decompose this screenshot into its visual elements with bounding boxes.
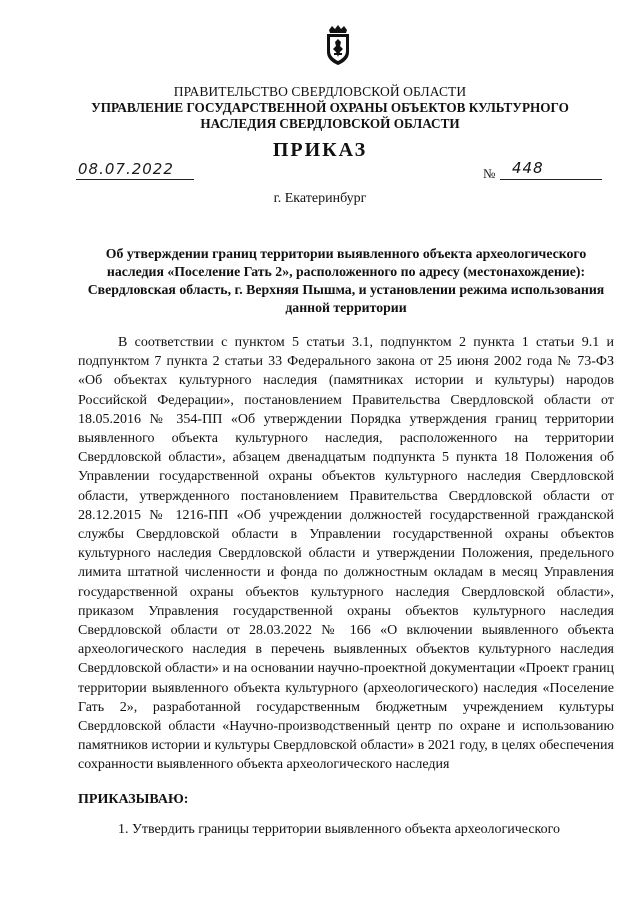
number-field — [500, 159, 602, 180]
coat-of-arms-icon — [323, 24, 353, 66]
department-name: УПРАВЛЕНИЕ ГОСУДАРСТВЕННОЙ ОХРАНЫ ОБЪЕКТОВ КУЛЬТУРНОГО НАСЛЕДИЯ СВЕРДЛОВСКОЙ ОБЛАСТИ — [91, 100, 569, 131]
number-value: 448 — [512, 159, 544, 177]
document-title: Об утверждении границ территории выявленного объекта археологического наследия «Поселение Гать 2», расположенного по адресу (местонахождение): Свердловская область, г. Верхняя Пышма, и установлении режима использования данной территории — [87, 246, 605, 315]
order-heading: ПРИКАЗЫВАЮ: — [78, 792, 189, 807]
city-line: г. Екатеринбург — [273, 191, 367, 206]
number-sign: № — [483, 166, 496, 181]
document-type: ПРИКАЗ — [272, 139, 368, 161]
date-field — [76, 159, 194, 180]
date-value: 08.07.2022 — [78, 160, 174, 178]
order-item-1: 1. Утвердить границы территории выявленного объекта археологического — [118, 822, 561, 837]
preamble-paragraph: В соответствии с пунктом 5 статьи 3.1, подпунктом 2 пункта 1 статьи 9.1 и подпунктом 7 пункта 2 статьи 33 Федерального закона от 25 июня 2002 года № 73-ФЗ «Об объектах культурного наследия (памятниках истории и культуры) народов Российской Федерации», постановлением Правительства Свердловской области от 18.05.2016 № 354-ПП «Об утверждении Порядка утверждения границ территории выявленного объекта культурного наследия, расположенного на территории Свердловской области», абзацем двенадцатым подпункта 5 пункта 18 Положения об Управлении государственной охраны объектов культурного наследия Свердловской области, утвержденного постановлением Правительства Свердловской области от 28.12.2015 № 1216-ПП «Об учреждении должностей государственной гражданской службы Свердловской области в Управлении государственной охраны объектов культурного наследия Свердловской области и утверждении Положения, предельного лимита штатной численности и фонда по должностным окладам в месяц Управления государственной охраны объектов культурного наследия Свердловской области», приказом Управления государственной охраны объектов культурного наследия Свердловской области от 28.03.2022 № 166 «О включении выявленного объекта археологического наследия в перечень выявленных объектов культурного наследия Свердловской области» и на основании научно-проектной документации «Проект границ территории выявленного объекта культурного (археологического) наследия «Поселение Гать 2», разработанной государственным бюджетным учреждением культуры Свердловской области «Научно-производственный центр по охране и использованию памятников истории и культуры Свердловской области» в 2021 году, в целях обеспечения сохранности выявленного объекта археологического наследия — [78, 335, 614, 773]
government-name: ПРАВИТЕЛЬСТВО СВЕРДЛОВСКОЙ ОБЛАСТИ — [173, 84, 467, 99]
